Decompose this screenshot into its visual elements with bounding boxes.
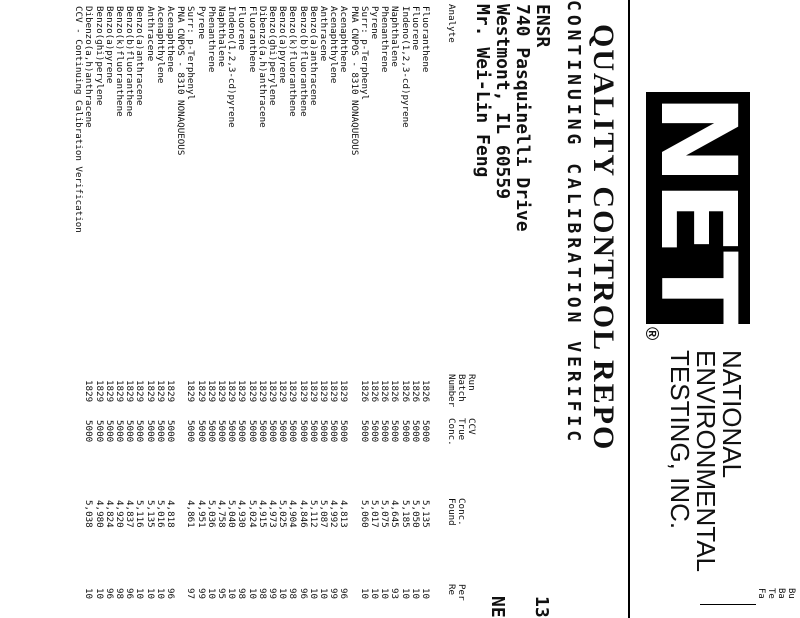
cell-percent-recovery: 10 (277, 588, 289, 600)
cell-analyte: Naphthalene (216, 6, 227, 67)
cell-true-conc: 5000 (267, 420, 278, 443)
cell-found-conc: 5,040 (226, 500, 238, 528)
table-row (318, 0, 328, 618)
cell-found-conc: 5,075 (379, 500, 391, 528)
cell-batch-number: 1829 (318, 380, 329, 403)
cell-analyte: PNA CNPOS - 8310 NONAQUEOUS (348, 6, 360, 156)
cell-batch-number: 1829 (338, 380, 350, 403)
cell-found-conc: 4,818 (165, 500, 176, 528)
table-row (206, 0, 216, 618)
cell-found-conc: 4,824 (103, 500, 115, 528)
cell-true-conc: 5000 (246, 420, 258, 443)
cell-true-conc: 5000 (409, 420, 421, 443)
header-true-conc (446, 418, 476, 446)
table-row (236, 0, 246, 618)
cell-batch-number: 1829 (134, 380, 146, 403)
cell-percent-recovery: 97 (185, 588, 197, 600)
company-name-line: NATIONAL (717, 350, 747, 479)
cell-analyte: Fluoranthene (420, 6, 431, 73)
cell-found-conc: 5,135 (144, 500, 156, 528)
cell-percent-recovery: 99 (267, 588, 278, 600)
table-row (94, 0, 104, 618)
cell-percent-recovery: 10 (379, 588, 391, 600)
cell-analyte: Benzo(b)fluoranthene (297, 6, 309, 117)
header-ccv-line: CCV (466, 418, 477, 435)
cell-true-conc: 5000 (93, 420, 105, 443)
cell-batch-number: 1829 (307, 380, 319, 403)
cell-percent-recovery: 10 (226, 588, 238, 600)
cell-percent-recovery: 10 (399, 588, 411, 600)
cell-batch-number: 1829 (83, 380, 95, 403)
edge-line: Fa (756, 588, 766, 599)
cell-found-conc: 5,038 (83, 500, 95, 528)
cell-found-conc: 4,973 (267, 500, 278, 528)
cell-analyte: Phenanthrene (379, 6, 391, 73)
header-found-line: Found (446, 498, 457, 526)
cell-percent-recovery: 10 (246, 588, 258, 600)
cell-true-conc: 5000 (399, 420, 411, 443)
table-row (359, 0, 369, 618)
cell-true-conc: 5000 (154, 420, 166, 443)
cell-batch-number: 1829 (195, 380, 207, 403)
cell-found-conc: 4,920 (114, 500, 125, 528)
cell-found-conc: 5,017 (369, 500, 380, 528)
cell-true-conc: 5000 (185, 420, 197, 443)
table-row (308, 0, 318, 618)
table-row (145, 0, 155, 618)
cell-true-conc: 5000 (195, 420, 207, 443)
table-row (175, 0, 185, 618)
cell-percent-recovery: 96 (124, 588, 136, 600)
header-conc-line: Conc. (456, 498, 467, 526)
report-subtitle: CONTINUING CALIBRATION VERIFIC (563, 0, 584, 446)
cell-analyte: Indeno(1,2,3-cd)pyrene (399, 6, 411, 128)
cell-batch-number: 1826 (369, 380, 380, 403)
cell-found-conc: 5,024 (246, 500, 258, 528)
cell-percent-recovery: 10 (144, 588, 156, 600)
header-true-line: True (456, 418, 467, 441)
table-row (298, 0, 308, 618)
cell-batch-number: 1829 (226, 380, 238, 403)
cell-true-conc: 5000 (114, 420, 125, 443)
cell-percent-recovery: 96 (338, 588, 350, 600)
cell-true-conc: 5000 (369, 420, 380, 443)
table-row (216, 0, 226, 618)
cell-batch-number: 1829 (124, 380, 136, 403)
registered-mark: ® (642, 327, 662, 341)
cell-percent-recovery: 10 (154, 588, 166, 600)
header-run-line: Run (466, 374, 477, 391)
cell-batch-number: 1829 (297, 380, 309, 403)
cell-true-conc: 5000 (124, 420, 136, 443)
cell-percent-recovery: 98 (236, 588, 248, 600)
cell-found-conc: 4,951 (195, 500, 207, 528)
cell-analyte: Benzo(ghi)perylene (267, 6, 278, 106)
table-row (400, 0, 410, 618)
cell-batch-number: 1829 (216, 380, 227, 403)
cell-analyte: Phenanthrene (205, 6, 217, 73)
cell-percent-recovery: 99 (328, 588, 340, 600)
cell-batch-number: 1829 (185, 380, 197, 403)
cell-found-conc: 4,846 (297, 500, 309, 528)
cell-percent-recovery: 10 (205, 588, 217, 600)
table-row (155, 0, 165, 618)
cell-analyte: Pyrene (369, 6, 380, 40)
edge-line: Bu (786, 588, 796, 599)
table-row (114, 0, 124, 618)
cell-true-conc: 5000 (287, 420, 299, 443)
cell-analyte: Benzo(a)pyrene (277, 6, 289, 84)
table-row (379, 0, 389, 618)
cell-batch-number: 1829 (277, 380, 289, 403)
table-row (287, 0, 297, 618)
header-batch-line: Batch (456, 374, 467, 402)
table-row (185, 0, 195, 618)
cell-true-conc: 5000 (165, 420, 176, 443)
cell-analyte: Naphthalene (389, 6, 401, 67)
cell-percent-recovery: 10 (307, 588, 319, 600)
cell-batch-number: 1829 (103, 380, 115, 403)
cell-analyte: Benzo(b)fluoranthene (124, 6, 136, 117)
cell-analyte: Surr: p-Terphenyl (358, 6, 370, 101)
cell-percent-recovery: 10 (420, 588, 431, 600)
cell-true-conc: 5000 (420, 420, 431, 443)
cell-percent-recovery: 98 (114, 588, 125, 600)
cell-found-conc: 5,050 (409, 500, 421, 528)
logo-text: NET (637, 94, 759, 322)
cell-batch-number: 1829 (267, 380, 278, 403)
company-name-line: TESTING, INC. (665, 350, 695, 530)
cell-analyte: Acenaphthene (338, 6, 350, 73)
cell-percent-recovery: 10 (409, 588, 421, 600)
cell-batch-number: 1829 (287, 380, 299, 403)
cell-found-conc: 4,915 (256, 500, 268, 528)
header-conc-line: Conc. (446, 418, 457, 446)
cell-percent-recovery: 96 (165, 588, 176, 600)
cell-batch-number: 1829 (256, 380, 268, 403)
cell-found-conc: 5,036 (205, 500, 217, 528)
table-row (257, 0, 267, 618)
cell-found-conc: 4,645 (389, 500, 401, 528)
cell-batch-number: 1829 (93, 380, 105, 403)
cell-true-conc: 5000 (205, 420, 217, 443)
header-per-line: Per (456, 584, 467, 601)
cell-found-conc: 4,980 (93, 500, 105, 528)
cell-true-conc: 5000 (83, 420, 95, 443)
cell-true-conc: 5000 (318, 420, 329, 443)
cell-percent-recovery: 10 (369, 588, 380, 600)
cell-analyte: Indeno(1,2,3-cd)pyrene (226, 6, 238, 128)
cell-batch-number: 1829 (328, 380, 340, 403)
cell-analyte: Dibenzo(a,h)anthracene (256, 6, 268, 128)
cell-analyte: Anthracene (144, 6, 156, 62)
cell-analyte: Pyrene (195, 6, 207, 40)
cell-true-conc: 5000 (307, 420, 319, 443)
cell-batch-number: 1829 (114, 380, 125, 403)
table-row (226, 0, 236, 618)
cell-percent-recovery: 98 (256, 588, 268, 600)
cell-true-conc: 5000 (103, 420, 115, 443)
cell-batch-number: 1829 (246, 380, 258, 403)
header-analyte: Analyte (446, 4, 457, 43)
cell-batch-number: 1826 (409, 380, 421, 403)
cell-analyte: Benzo(a)anthracene (134, 6, 146, 106)
cell-found-conc: 4,758 (216, 500, 227, 528)
cell-analyte: Acenaphthylene (328, 6, 340, 84)
table-row (328, 0, 338, 618)
cell-analyte: Benzo(a)pyrene (103, 6, 115, 84)
report-title: QUALITY CONTROL REPO (587, 24, 620, 452)
cell-true-conc: 5000 (216, 420, 227, 443)
header-percent-recovery (446, 584, 466, 601)
table-row (165, 0, 175, 618)
cell-percent-recovery: 10 (93, 588, 105, 600)
table-row (247, 0, 257, 618)
cell-found-conc: 4,904 (287, 500, 299, 528)
cell-analyte: Anthracene (318, 6, 329, 62)
table-row (389, 0, 399, 618)
cell-percent-recovery: 96 (297, 588, 309, 600)
cell-batch-number: 1829 (144, 380, 156, 403)
table-row (349, 0, 359, 618)
client-line: Westmont, IL 60559 (492, 4, 513, 200)
cell-percent-recovery: 10 (318, 588, 329, 600)
cell-found-conc: 4,930 (236, 500, 248, 528)
table-row (124, 0, 134, 618)
cell-analyte: PNA CNPOS - 8310 NONAQUEOUS (175, 6, 187, 156)
cell-found-conc: 4,992 (328, 500, 340, 528)
edge-line: Te (766, 588, 776, 599)
report-number-fragment: 13 (531, 596, 552, 618)
cell-found-conc: 4,861 (185, 500, 197, 528)
cell-true-conc: 5000 (379, 420, 391, 443)
lab-code-fragment: NE (487, 596, 508, 618)
cell-found-conc: 5,112 (307, 500, 319, 528)
cell-true-conc: 5000 (236, 420, 248, 443)
cell-true-conc: 5000 (358, 420, 370, 443)
cell-percent-recovery: 99 (195, 588, 207, 600)
table-row (420, 0, 430, 618)
header-found-conc (446, 498, 466, 526)
cell-analyte: Dibenzo(a,h)anthracene (83, 6, 95, 128)
cell-true-conc: 5000 (338, 420, 350, 443)
cell-true-conc: 5000 (328, 420, 340, 443)
table-row (196, 0, 206, 618)
footnote: CCV - Continuing Calibration Verification (73, 6, 84, 233)
cell-found-conc: 5,087 (318, 500, 329, 528)
edge-line: Ba (776, 588, 786, 599)
table-row (277, 0, 287, 618)
cell-batch-number: 1829 (236, 380, 248, 403)
cell-percent-recovery: 10 (83, 588, 95, 600)
cell-analyte: Benzo(k)fluoranthene (114, 6, 125, 117)
cell-batch-number: 1829 (154, 380, 166, 403)
cell-found-conc: 5,135 (420, 500, 431, 528)
header-run-batch (446, 374, 476, 407)
cell-batch-number: 1826 (379, 380, 391, 403)
table-row (134, 0, 144, 618)
table-row (267, 0, 277, 618)
client-line: ENSR (532, 4, 553, 48)
cell-analyte: Benzo(k)fluoranthene (287, 6, 299, 117)
table-row (338, 0, 348, 618)
cell-percent-recovery: 96 (103, 588, 115, 600)
cell-true-conc: 5000 (226, 420, 238, 443)
cell-analyte: Acenaphthylene (154, 6, 166, 84)
cell-analyte: Surr: p-Terphenyl (185, 6, 197, 101)
cell-true-conc: 5000 (297, 420, 309, 443)
cell-found-conc: 5,016 (154, 500, 166, 528)
header-number-line: Number (446, 374, 457, 408)
company-name-line: ENVIRONMENTAL (691, 350, 721, 572)
cell-batch-number: 1826 (358, 380, 370, 403)
client-line: 740 Pasquinelli Drive (512, 4, 533, 232)
cell-batch-number: 1829 (205, 380, 217, 403)
cell-batch-number: 1826 (399, 380, 411, 403)
cell-found-conc: 4,813 (338, 500, 350, 528)
cell-found-conc: 5,185 (399, 500, 411, 528)
cell-true-conc: 5000 (389, 420, 401, 443)
cell-found-conc: 4,837 (124, 500, 136, 528)
client-line: Mr. Wei-Lin Feng (472, 4, 493, 178)
table-row (83, 0, 93, 618)
table-row (104, 0, 114, 618)
table-row (410, 0, 420, 618)
cell-true-conc: 5000 (134, 420, 146, 443)
cell-percent-recovery: 93 (389, 588, 401, 600)
cell-analyte: Fluoranthene (246, 6, 258, 73)
cell-percent-recovery: 95 (216, 588, 227, 600)
cell-analyte: Fluorene (409, 6, 421, 51)
cell-analyte: Fluorene (236, 6, 248, 51)
cell-analyte: Benzo(a)anthracene (307, 6, 319, 106)
table-row (369, 0, 379, 618)
cell-analyte: Benzo(ghi)perylene (93, 6, 105, 106)
cell-found-conc: 5,116 (134, 500, 146, 528)
cell-found-conc: 5,025 (277, 500, 289, 528)
cell-true-conc: 5000 (256, 420, 268, 443)
cell-batch-number: 1826 (420, 380, 431, 403)
cell-batch-number: 1829 (165, 380, 176, 403)
cell-true-conc: 5000 (144, 420, 156, 443)
cell-found-conc: 5,060 (358, 500, 370, 528)
cell-percent-recovery: 98 (287, 588, 299, 600)
cell-percent-recovery: 10 (134, 588, 146, 600)
cell-analyte: Acenaphthene (165, 6, 176, 73)
cell-percent-recovery: 10 (358, 588, 370, 600)
header-re-line: Re (446, 584, 457, 596)
cell-batch-number: 1826 (389, 380, 401, 403)
cell-true-conc: 5000 (277, 420, 289, 443)
